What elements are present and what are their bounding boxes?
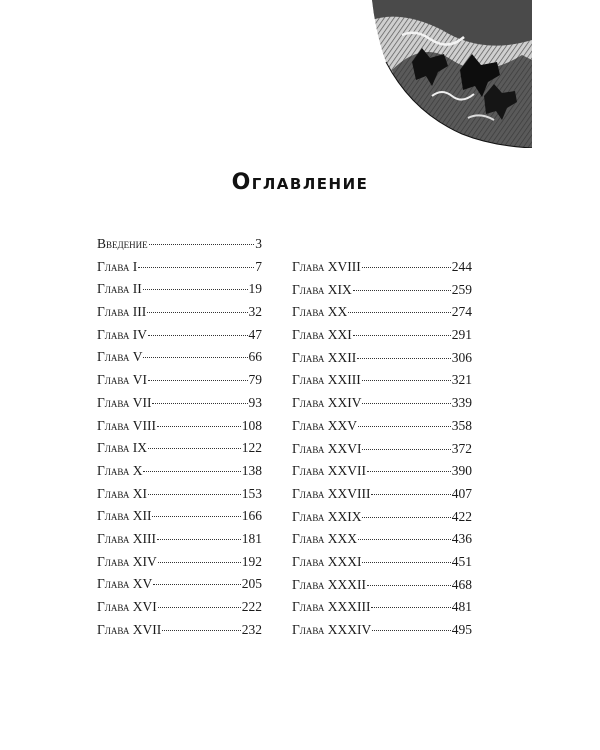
toc-entry-label: Глава XV — [97, 576, 153, 592]
toc-entry-label: Глава V — [97, 349, 143, 365]
toc-entry-page: 306 — [451, 349, 472, 365]
toc-entry — [292, 441, 472, 464]
dot-leader — [157, 426, 241, 427]
toc-entry-label: Глава XXIV — [292, 395, 362, 411]
dot-leader — [367, 585, 451, 586]
toc-entry-page: 93 — [248, 394, 262, 410]
dot-leader — [158, 607, 241, 608]
toc-entry-label: Глава X — [97, 462, 143, 478]
toc-entry-page: 79 — [248, 372, 262, 388]
toc-entry-label: Глава XIV — [97, 553, 157, 569]
dot-leader — [362, 449, 450, 450]
toc-entry-page: 481 — [451, 599, 472, 615]
toc-entry-label: Глава XXVI — [292, 440, 362, 456]
dot-leader — [148, 335, 248, 336]
toc-entry-page: 390 — [451, 463, 472, 479]
toc-entry — [292, 577, 472, 600]
dot-leader — [158, 562, 241, 563]
dot-leader — [153, 584, 241, 585]
toc-entry-page: 122 — [241, 440, 262, 456]
dot-leader — [157, 539, 241, 540]
toc-entry-page: 358 — [451, 417, 472, 433]
toc-entry-label: Глава XII — [97, 508, 152, 524]
toc-entry — [97, 281, 262, 304]
toc-entry-page: 66 — [248, 349, 262, 365]
dot-leader — [147, 312, 247, 313]
toc-entry-page: 244 — [451, 259, 472, 274]
toc-entry-label: Глава VII — [97, 394, 152, 410]
dot-leader — [149, 244, 255, 245]
dot-leader — [148, 494, 241, 495]
toc-entry-page: 372 — [451, 440, 472, 456]
toc-entry — [97, 554, 262, 577]
toc-entry — [292, 486, 472, 509]
dot-leader — [138, 267, 254, 268]
toc-entry — [97, 418, 262, 441]
toc-entry-page: 32 — [248, 304, 262, 320]
dot-leader — [348, 312, 451, 313]
toc-entry-label: Глава XXIX — [292, 508, 362, 524]
dot-leader — [353, 290, 451, 291]
toc-entry — [292, 622, 472, 645]
toc-entry — [97, 327, 262, 350]
toc-entry-page: 181 — [241, 530, 262, 546]
dot-leader — [148, 380, 248, 381]
dot-leader — [162, 630, 241, 631]
toc-entry-label: Глава VIII — [97, 417, 156, 433]
toc-entry-page: 232 — [241, 621, 262, 637]
toc-entry-label: Глава XXI — [292, 327, 352, 343]
toc-entry — [97, 599, 262, 622]
dot-leader — [362, 403, 450, 404]
dot-leader — [143, 357, 247, 358]
toc-entry-page: 153 — [241, 485, 262, 501]
toc-entry-label: Глава XXXI — [292, 553, 362, 569]
toc-entry — [97, 440, 262, 463]
dot-leader — [367, 471, 451, 472]
dot-leader — [358, 539, 451, 540]
toc-entry-label: Глава IX — [97, 440, 147, 456]
dot-leader — [362, 380, 451, 381]
toc-entry-label: Глава XXII — [292, 349, 357, 365]
dot-leader — [362, 267, 451, 268]
toc-entry-page: 468 — [451, 576, 472, 592]
toc-entry — [97, 395, 262, 418]
toc-entry-page: 166 — [241, 508, 262, 524]
toc-entry-page: 138 — [241, 462, 262, 478]
dot-leader — [372, 630, 451, 631]
toc-entry-label: Глава XXXII — [292, 576, 366, 592]
toc-entry-label: Глава XX — [292, 304, 348, 320]
toc-entry-page: 7 — [255, 258, 262, 274]
toc-entry — [97, 622, 262, 645]
toc-entry — [97, 486, 262, 509]
toc-column-left — [97, 236, 262, 644]
toc-entry-label: Глава IV — [97, 326, 147, 342]
toc-entry-page: 339 — [451, 395, 472, 411]
toc-entry-page: 259 — [451, 281, 472, 297]
dot-leader — [358, 426, 451, 427]
toc-entry — [97, 259, 262, 282]
toc-entry-page: 274 — [451, 304, 472, 320]
toc-entry — [292, 599, 472, 622]
toc-column-right — [292, 259, 472, 645]
toc-entry — [292, 509, 472, 532]
toc-entry-label: Глава XXV — [292, 417, 357, 433]
toc-entry — [97, 576, 262, 599]
toc-entry-page: 291 — [451, 327, 472, 343]
toc-entry — [97, 372, 262, 395]
page-title: Оглавление — [231, 170, 369, 195]
toc-entry-page: 205 — [241, 576, 262, 592]
toc-entry — [97, 508, 262, 531]
toc-entry-label: Глава II — [97, 281, 142, 297]
toc-entry — [292, 418, 472, 441]
toc-entry-page: 108 — [241, 417, 262, 433]
dot-leader — [143, 289, 248, 290]
toc-entry-label: Глава XIX — [292, 281, 352, 297]
toc-entry-label: Глава XXVIII — [292, 485, 371, 501]
toc-entry-label: Глава XXVII — [292, 463, 366, 479]
toc-entry — [292, 463, 472, 486]
toc-entry-page: 407 — [451, 485, 472, 501]
toc-entry — [97, 304, 262, 327]
toc-entry-page: 495 — [451, 622, 472, 637]
toc-entry-label: Глава I — [97, 258, 138, 274]
toc-entry-label: Глава XVI — [97, 599, 157, 614]
toc-entry-label: Глава XI — [97, 485, 147, 501]
dot-leader — [152, 516, 240, 517]
toc-entry-label: Глава XXXIII — [292, 599, 371, 615]
toc-entry — [97, 531, 262, 554]
dot-leader — [353, 335, 451, 336]
toc-entry-label: Глава III — [97, 304, 147, 320]
toc-entry-page: 422 — [451, 508, 472, 524]
dot-leader — [143, 471, 240, 472]
dot-leader — [357, 358, 451, 359]
toc-entry — [292, 259, 472, 282]
toc-entry-label: Глава XVII — [97, 621, 162, 637]
toc-entry — [292, 372, 472, 395]
toc-entry-page: 3 — [255, 236, 262, 251]
toc-entry-label: Глава XIII — [97, 530, 156, 546]
toc-entry-page: 436 — [451, 531, 472, 547]
dot-leader — [152, 403, 247, 404]
toc-entry — [97, 349, 262, 372]
engraving-illustration — [372, 0, 532, 148]
dot-leader — [371, 494, 450, 495]
toc-entry — [292, 304, 472, 327]
toc-entry — [97, 236, 262, 259]
toc-entry — [292, 554, 472, 577]
toc-entry — [292, 282, 472, 305]
toc-entry — [292, 395, 472, 418]
dot-leader — [371, 607, 450, 608]
toc-entry-label: Глава XVIII — [292, 259, 361, 274]
toc-entry-label: Глава XXIII — [292, 372, 361, 388]
dot-leader — [362, 517, 450, 518]
toc-entry-label: Введение — [97, 236, 148, 251]
toc-entry-label: Глава XXX — [292, 531, 357, 547]
toc-entry-page: 222 — [241, 599, 262, 614]
dot-leader — [362, 562, 450, 563]
dot-leader — [148, 448, 241, 449]
toc-entry — [292, 531, 472, 554]
toc-entry-label: Глава XXXIV — [292, 622, 372, 637]
toc-entry — [97, 463, 262, 486]
toc-entry-page: 451 — [451, 553, 472, 569]
toc-entry-page: 192 — [241, 553, 262, 569]
toc-entry-page: 19 — [248, 281, 262, 297]
toc-entry-page: 47 — [248, 326, 262, 342]
toc-entry-page: 321 — [451, 372, 472, 388]
toc-entry — [292, 350, 472, 373]
toc-entry-label: Глава VI — [97, 372, 147, 388]
toc-entry — [292, 327, 472, 350]
